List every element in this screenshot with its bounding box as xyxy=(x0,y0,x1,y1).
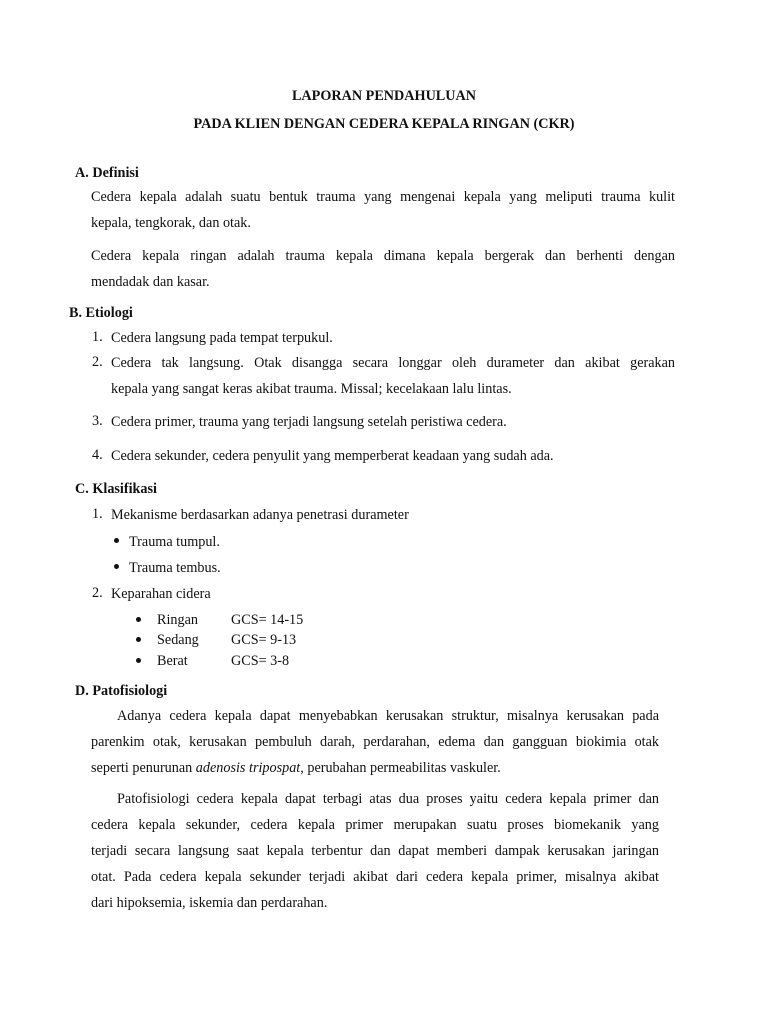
list-item: Cedera langsung pada tempat terpukul. xyxy=(111,330,333,346)
severity-label: Sedang xyxy=(157,632,199,648)
severity-gcs: GCS= 9-13 xyxy=(231,632,297,648)
paragraph-line: mendadak dan kasar. xyxy=(91,274,210,290)
section-d-paragraph-1 xyxy=(91,707,659,785)
list-item-line: Cedera tak langsung. Otak disangga secara longgar oleh durameter dan akibat gerakan xyxy=(111,355,675,371)
paragraph-line: parenkim otak, kerusakan pembuluh darah, perdarahan, edema dan gangguan biokimia otak xyxy=(91,734,659,750)
document-title: LAPORAN PENDAHULUAN xyxy=(291,88,477,104)
list-item xyxy=(111,354,675,406)
paragraph-line: otat. Pada cedera kepala sekunder terjadi akibat dari cedera kepala primer, misalnya akibat xyxy=(91,869,659,885)
bullet-icon xyxy=(136,632,141,649)
section-d-paragraph-2 xyxy=(91,790,659,920)
paragraph-line: Patofisiologi cedera kepala dapat terbagi atas dua proses yaitu cedera kepala primer dan xyxy=(117,791,659,807)
bullet-item: Trauma tembus. xyxy=(129,560,221,576)
bullet-icon xyxy=(114,533,119,550)
list-number: 3. xyxy=(92,413,103,429)
text-segment: , perubahan permeabilitas vaskuler. xyxy=(300,760,501,776)
list-item-line: kepala yang sangat keras akibat trauma. Missal; kecelakaan lalu lintas. xyxy=(111,381,512,397)
text-segment: seperti penurunan xyxy=(91,760,196,776)
paragraph-line: Cedera kepala ringan adalah trauma kepala dimana kepala bergerak dan berhenti dengan xyxy=(91,248,675,264)
bullet-icon xyxy=(136,612,141,629)
list-number: 2. xyxy=(92,585,103,601)
bullet-icon xyxy=(136,653,141,670)
bullet-item: Trauma tumpul. xyxy=(129,534,220,550)
section-a-heading: A. Definisi xyxy=(75,165,139,181)
paragraph-line: terjadi secara langsung saat kepala terbentur dan dapat memberi dampak kerusakan jaringan xyxy=(91,843,659,859)
severity-gcs: GCS= 3-8 xyxy=(231,653,290,669)
bullet-icon xyxy=(114,559,119,576)
list-item: Mekanisme berdasarkan adanya penetrasi durameter xyxy=(111,507,409,523)
severity-gcs: GCS= 14-15 xyxy=(231,612,304,628)
paragraph-line: Adanya cedera kepala dapat menyebabkan kerusakan struktur, misalnya kerusakan pada xyxy=(117,708,659,724)
severity-label: Ringan xyxy=(157,612,198,628)
paragraph-line: kepala, tengkorak, dan otak. xyxy=(91,215,251,231)
list-item: Cedera sekunder, cedera penyulit yang memperberat keadaan yang sudah ada. xyxy=(111,448,554,464)
severity-label: Berat xyxy=(157,653,188,669)
section-d-heading: D. Patofisiologi xyxy=(75,683,168,699)
italic-term: adenosis tripospat xyxy=(195,760,301,776)
paragraph-line xyxy=(91,759,659,785)
paragraph-line: cedera kepala sekunder, cedera kepala primer merupakan suatu proses biomekanik yang xyxy=(91,817,659,833)
section-a-paragraph-2 xyxy=(91,247,675,299)
list-number: 1. xyxy=(92,329,103,345)
section-b-heading: B. Etiologi xyxy=(69,305,133,321)
document-subtitle: PADA KLIEN DENGAN CEDERA KEPALA RINGAN (CKR) xyxy=(193,116,575,132)
list-number: 4. xyxy=(92,447,103,463)
section-a-paragraph-1 xyxy=(91,188,675,240)
paragraph-line: dari hipoksemia, iskemia dan perdarahan. xyxy=(91,895,328,911)
list-item: Keparahan cidera xyxy=(111,586,211,602)
list-number: 1. xyxy=(92,506,103,522)
list-number: 2. xyxy=(92,354,103,370)
paragraph-line: Cedera kepala adalah suatu bentuk trauma yang mengenai kepala yang meliputi trauma kulit xyxy=(91,189,675,205)
list-item: Cedera primer, trauma yang terjadi langsung setelah peristiwa cedera. xyxy=(111,414,507,430)
section-c-heading: C. Klasifikasi xyxy=(75,481,157,497)
